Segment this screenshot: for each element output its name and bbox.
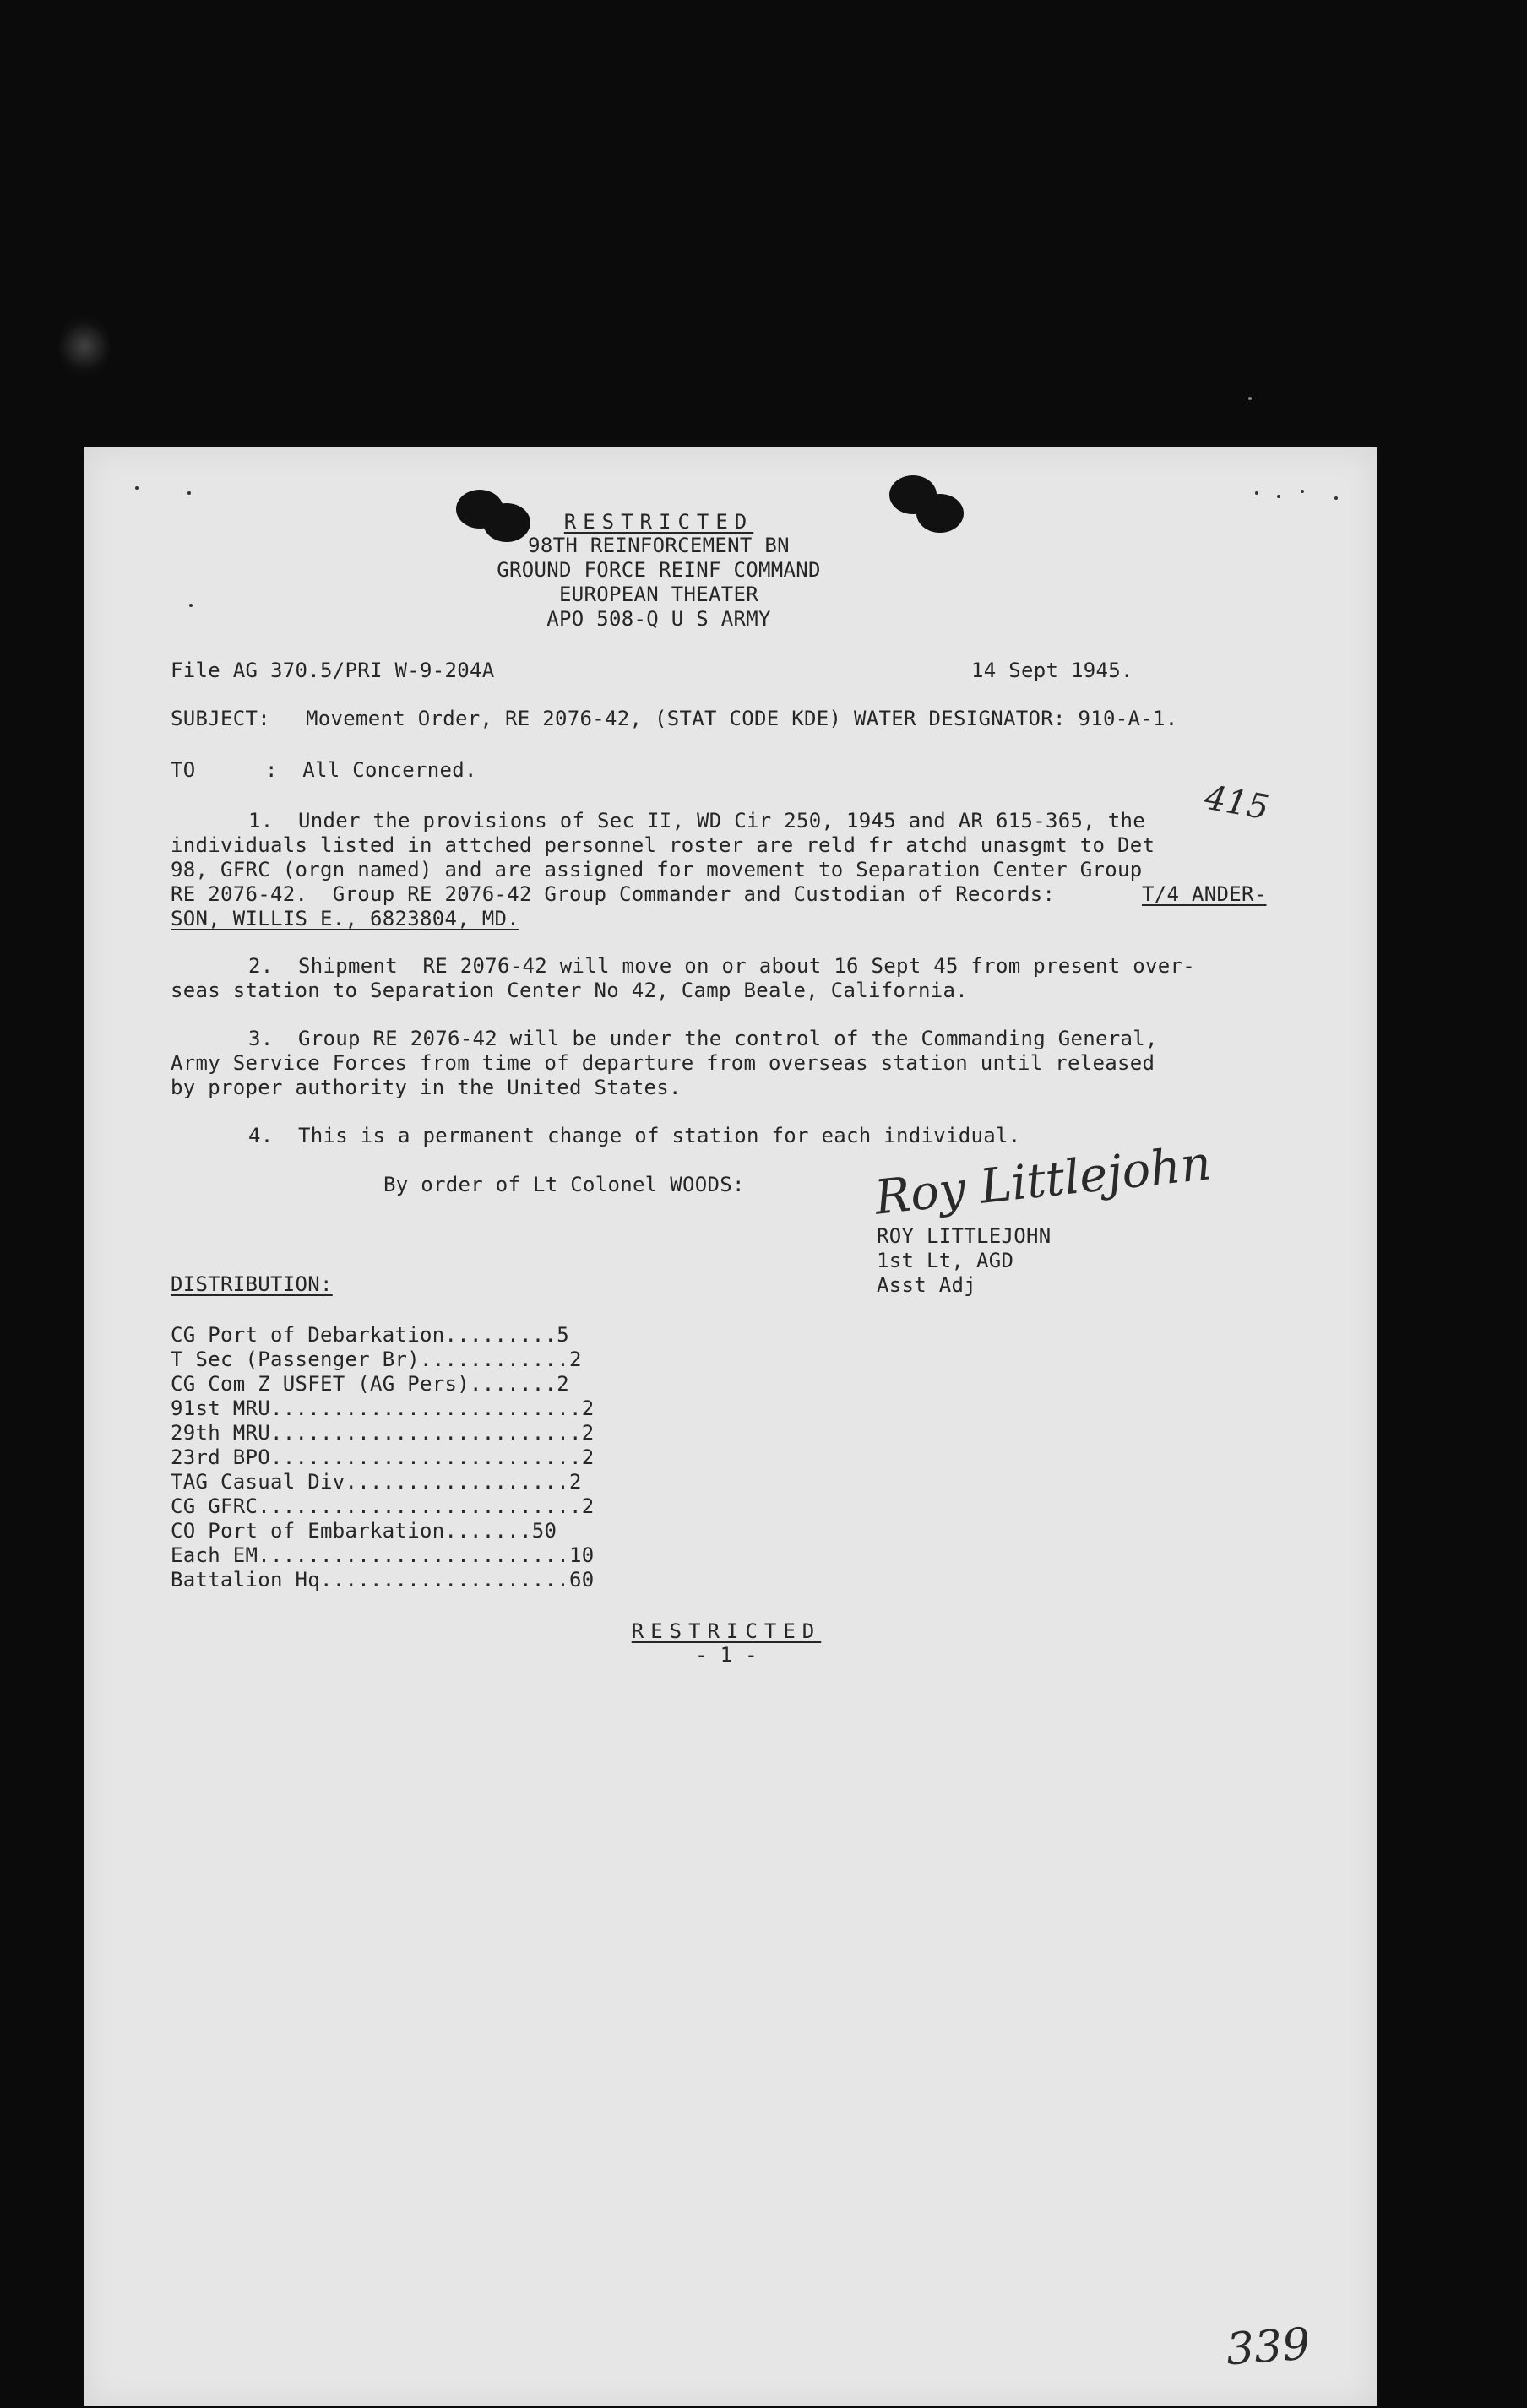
header-classification: RESTRICTED: [563, 510, 754, 534]
header-unit: 98TH REINFORCEMENT BN: [528, 534, 790, 557]
paragraph-3-line-1: 3. Group RE 2076-42 will be under the control of the Commanding General,: [248, 1027, 1158, 1050]
distribution-item: CG GFRC..........................2: [171, 1494, 595, 1518]
to-text: : All Concerned.: [265, 758, 477, 782]
paragraph-1-line-4: RE 2076-42. Group RE 2076-42 Group Commander and Custodian of Records:: [171, 882, 1056, 906]
paragraph-1-line-1: 1. Under the provisions of Sec II, WD Cir 250, 1945 and AR 615-365, the: [248, 809, 1145, 832]
paragraph-3-line-2: Army Service Forces from time of departure from overseas station until released: [171, 1051, 1155, 1075]
distribution-item: 29th MRU.........................2: [171, 1421, 595, 1445]
punch-hole-right-2: [916, 494, 964, 533]
distribution-item: 91st MRU.........................2: [171, 1397, 595, 1420]
header-command: GROUND FORCE REINF COMMAND: [497, 558, 821, 582]
header-apo: APO 508-Q U S ARMY: [546, 607, 771, 631]
signer-name: ROY LITTLEJOHN: [877, 1224, 1052, 1248]
subject-text: Movement Order, RE 2076-42, (STAT CODE KDE) WATER DESIGNATOR: 910-A-1.: [306, 707, 1178, 730]
distribution-item: TAG Casual Div..................2: [171, 1470, 582, 1494]
distribution-item: T Sec (Passenger Br)............2: [171, 1348, 582, 1371]
footer-page-number: - 1 -: [695, 1643, 758, 1667]
margin-mark: [187, 491, 191, 495]
handwritten-page-stamp: 339: [1225, 2319, 1312, 2376]
handwritten-annotation-number: 415: [1201, 778, 1272, 828]
file-reference: File AG 370.5/PRI W-9-204A: [171, 659, 495, 682]
signer-rank: 1st Lt, AGD: [877, 1249, 1014, 1272]
footer-classification: RESTRICTED: [631, 1619, 822, 1643]
distribution-item: CO Port of Embarkation.......50: [171, 1519, 557, 1543]
paragraph-1-line-3: 98, GFRC (orgn named) and are assigned for movement to Separation Center Group: [171, 858, 1143, 881]
custodian-name-part-1: T/4 ANDER-: [1142, 882, 1267, 906]
signer-title: Asst Adj: [877, 1273, 976, 1297]
paragraph-2-line-1: 2. Shipment RE 2076-42 will move on or about 16 Sept 45 from present over-: [248, 954, 1195, 978]
custodian-name-part-2: SON, WILLIS E., 6823804, MD.: [171, 907, 519, 930]
order-line: By order of Lt Colonel WOODS:: [383, 1173, 745, 1196]
margin-mark: [1255, 491, 1258, 495]
distribution-item: Each EM.........................10: [171, 1543, 595, 1567]
document-date: 14 Sept 1945.: [971, 659, 1133, 682]
paragraph-1-line-2: individuals listed in attched personnel roster are reld fr atchd unasgmt to Det: [171, 833, 1155, 857]
margin-mark: [1277, 495, 1280, 498]
scan-artifact: [59, 312, 110, 380]
margin-mark: [1334, 496, 1338, 500]
margin-mark: [135, 486, 139, 490]
handwritten-signature: Roy Littlejohn: [872, 1136, 1214, 1226]
distribution-item: Battalion Hq....................60: [171, 1568, 595, 1592]
header-theater: EUROPEAN THEATER: [559, 583, 758, 606]
distribution-item: 23rd BPO.........................2: [171, 1445, 595, 1469]
distribution-item: CG Com Z USFET (AG Pers).......2: [171, 1372, 569, 1396]
margin-mark: [1301, 490, 1304, 493]
margin-mark: [189, 604, 193, 607]
document-page: [84, 447, 1377, 2406]
scan-speck: [1248, 397, 1252, 400]
paragraph-2-line-2: seas station to Separation Center No 42, Camp Beale, California.: [171, 979, 968, 1002]
to-label: TO: [171, 758, 196, 782]
distribution-heading: DISTRIBUTION:: [171, 1272, 333, 1296]
paragraph-3-line-3: by proper authority in the United States.: [171, 1076, 682, 1099]
paragraph-4-line-1: 4. This is a permanent change of station for each individual.: [248, 1124, 1021, 1147]
distribution-item: CG Port of Debarkation.........5: [171, 1323, 569, 1347]
subject-label: SUBJECT:: [171, 707, 270, 730]
